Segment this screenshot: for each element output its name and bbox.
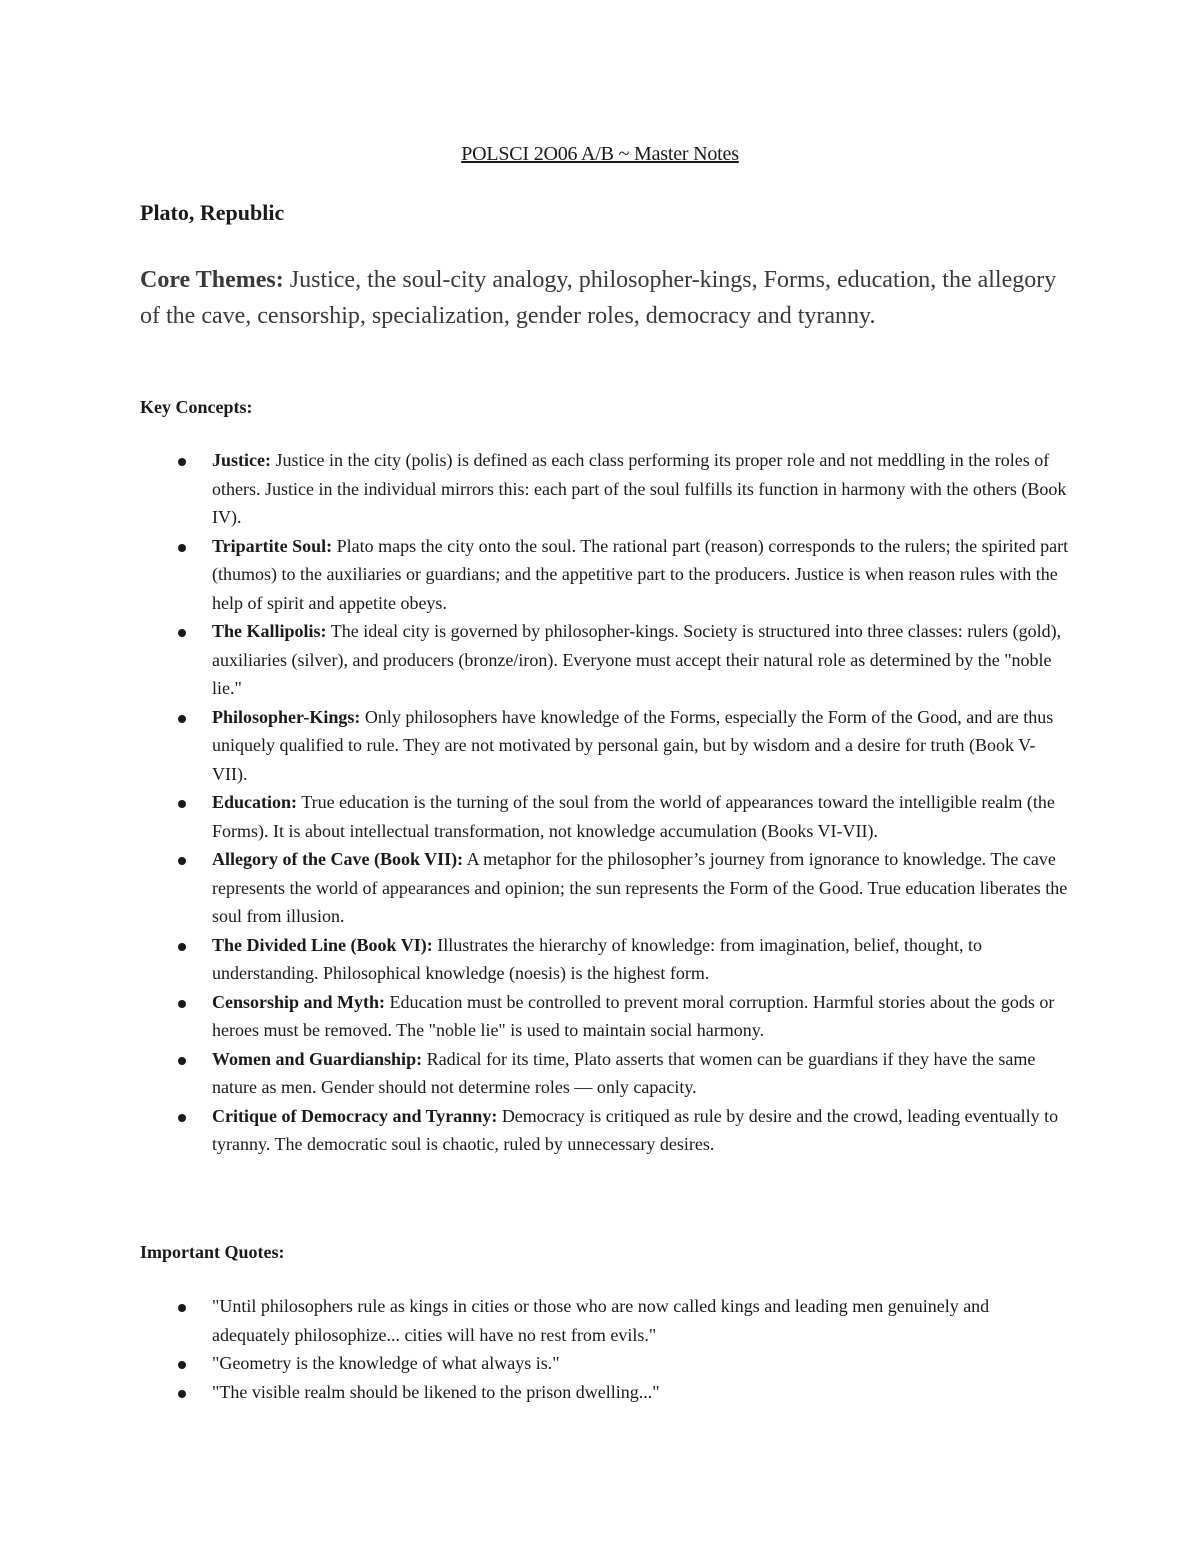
bullet-icon	[178, 1114, 186, 1122]
bullet-icon	[178, 943, 186, 951]
concept-text: Radical for its time, Plato asserts that women can be guardians if they have the same nature as men. Gender should not determine roles — only capacity.	[212, 1048, 1036, 1097]
list-item	[140, 703, 1070, 789]
concept-term: The Divided Line (Book VI):	[212, 934, 433, 955]
list-item	[140, 931, 1070, 988]
concept-text: Justice in the city (polis) is defined as each class performing its proper role and not meddling in the roles of others. Justice in the individual mirrors this: each part of the soul fulfills its function in harmony with the others (Book IV).	[212, 450, 1067, 527]
concept-text: Plato maps the city onto the soul. The rational part (reason) corresponds to the rulers; the spirited part (thumos) to the auxiliaries or guardians; and the appetitive part to the producers. Justice is when reason rules with the help of spirit and appetite obeys.	[212, 535, 1069, 613]
list-item	[140, 988, 1070, 1045]
key-concepts-list	[140, 446, 1070, 1159]
bullet-icon	[178, 857, 186, 865]
core-themes-label: Core Themes:	[140, 267, 284, 293]
bullet-icon	[178, 1304, 186, 1312]
bullet-icon	[178, 1390, 186, 1398]
quote-text: "Geometry is the knowledge of what always is."	[212, 1353, 560, 1373]
list-item	[140, 1045, 1070, 1102]
bullet-icon	[178, 715, 186, 723]
list-item	[140, 532, 1070, 618]
concept-text: True education is the turning of the soul from the world of appearances toward the intelligible realm (the Forms). It is about intellectual transformation, not knowledge accumulation (Books VI-VII).	[212, 792, 1055, 841]
list-item	[140, 845, 1070, 931]
concept-term: Philosopher-Kings:	[212, 706, 361, 727]
quote-text: "The visible realm should be likened to the prison dwelling..."	[212, 1381, 660, 1402]
concept-text: The ideal city is governed by philosopher-kings. Society is structured into three classes: rulers (gold), auxiliaries (silver), and producers (bronze/iron). Everyone must accept their natural role as determined by the "noble lie."	[212, 621, 1062, 698]
concept-text: Illustrates the hierarchy of knowledge: from imagination, belief, thought, to understanding. Philosophical knowledge (noesis) is the highest form.	[212, 934, 983, 983]
list-item	[140, 1349, 1070, 1378]
bullet-icon	[178, 458, 186, 466]
bullet-icon	[178, 544, 186, 552]
key-concepts-heading: Key Concepts:	[140, 397, 253, 417]
list-item	[140, 1102, 1070, 1159]
core-themes-paragraph	[140, 262, 1060, 334]
bullet-icon	[178, 1361, 186, 1369]
bullet-icon	[178, 1000, 186, 1008]
bullet-icon	[178, 629, 186, 637]
concept-text: Education must be controlled to prevent moral corruption. Harmful stories about the gods or heroes must be removed. The "noble lie" is used to maintain social harmony.	[212, 991, 1055, 1040]
list-item	[140, 617, 1070, 703]
bullet-icon	[178, 1057, 186, 1065]
list-item	[140, 446, 1070, 532]
core-themes-text: Justice, the soul-city analogy, philosopher-kings, Forms, education, the allegory of the cave, censorship, specialization, gender roles, democracy and tyranny.	[140, 267, 1057, 329]
concept-term: Allegory of the Cave (Book VII):	[212, 849, 464, 869]
concept-term: Women and Guardianship:	[212, 1048, 423, 1069]
concept-term: Education:	[212, 792, 298, 812]
important-quotes-heading: Important Quotes:	[140, 1242, 285, 1262]
quote-text: "Until philosophers rule as kings in cities or those who are now called kings and leading men genuinely and adequately philosophize... cities will have no rest from evils."	[212, 1296, 990, 1345]
concept-text: A metaphor for the philosopher’s journey from ignorance to knowledge. The cave represents the world of appearances and opinion; the sun represents the Form of the Good. True education liberates the soul from illusion.	[212, 849, 1068, 926]
section-heading: Plato, Republic	[140, 200, 285, 225]
concept-term: Tripartite Soul:	[212, 535, 333, 556]
concept-term: Critique of Democracy and Tyranny:	[212, 1105, 498, 1126]
list-item	[140, 788, 1070, 845]
bullet-icon	[178, 800, 186, 808]
concept-text: Democracy is critiqued as rule by desire and the crowd, leading eventually to tyranny. The democratic soul is chaotic, ruled by unnecessary desires.	[212, 1105, 1059, 1154]
list-item	[140, 1292, 1070, 1349]
concept-term: Censorship and Myth:	[212, 991, 386, 1012]
important-quotes-list	[140, 1292, 1070, 1406]
concept-term: The Kallipolis:	[212, 621, 327, 641]
concept-term: Justice:	[212, 450, 271, 470]
list-item	[140, 1378, 1070, 1407]
document-title: POLSCI 2O06 A/B ~ Master Notes	[461, 143, 739, 165]
concept-text: Only philosophers have knowledge of the Forms, especially the Form of the Good, and are thus uniquely qualified to rule. They are not motivated by personal gain, but by wisdom and a desire for truth (Book V-VII).	[212, 706, 1054, 784]
